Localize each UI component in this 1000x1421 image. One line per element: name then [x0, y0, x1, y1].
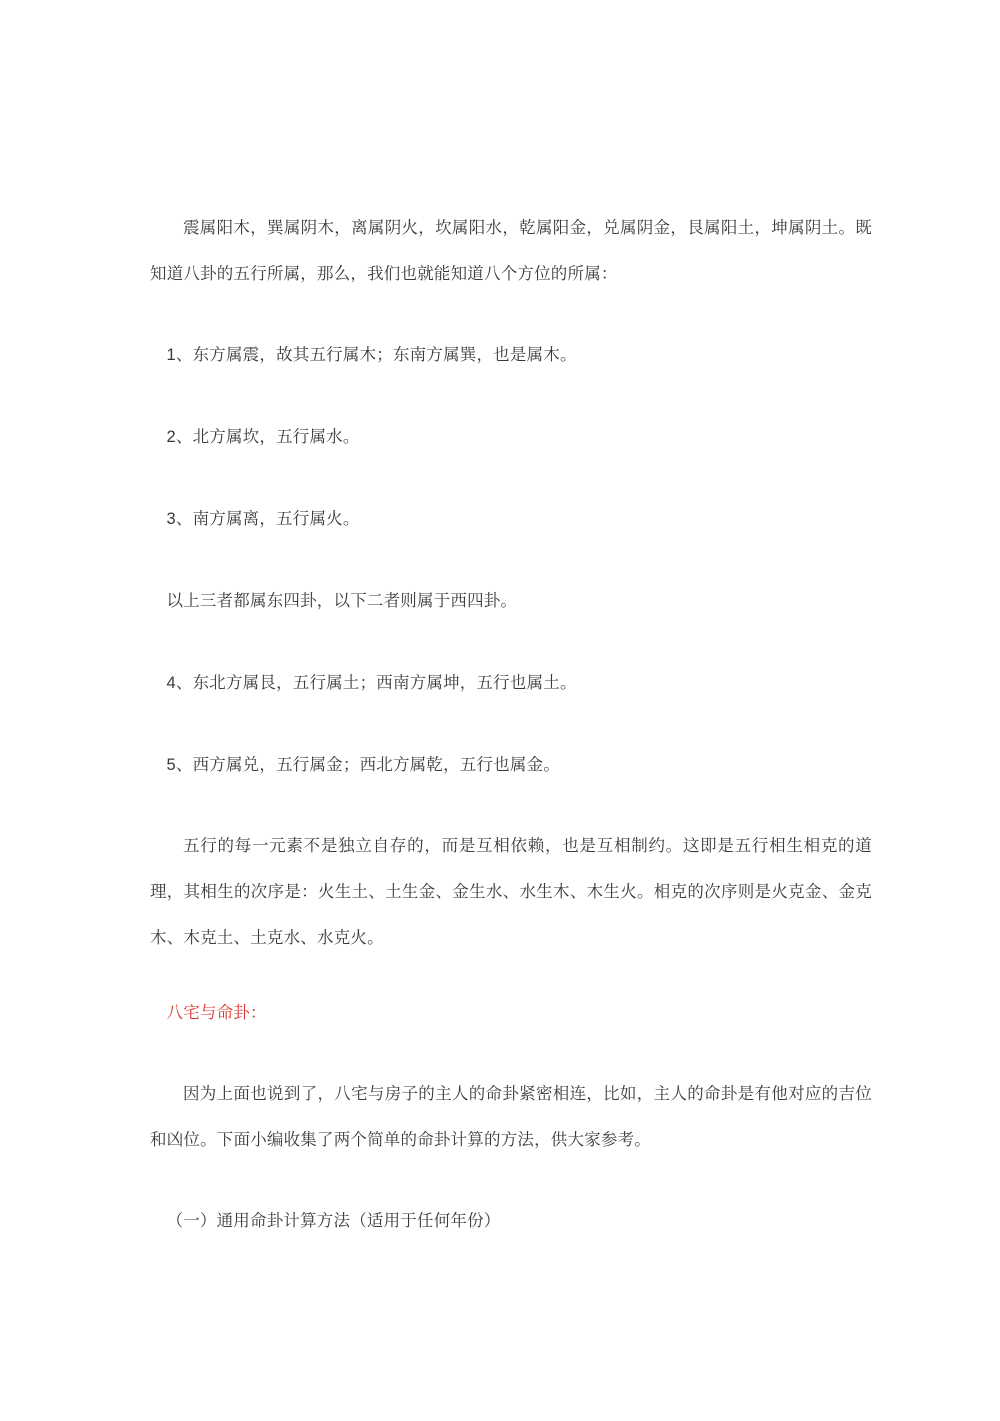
- spacer: [150, 1033, 872, 1071]
- wuxing-paragraph: 五行的每一元素不是独立自存的，而是互相依赖，也是互相制约。这即是五行相生相克的道理，其相生的次序是：火生土、土生金、金生水、水生木、木生火。相克的次序则是火克金、金克木、木克土、土克水、水克火。: [150, 837, 872, 947]
- spacer: [150, 1163, 872, 1201]
- spacer: [150, 375, 872, 417]
- spacer: [150, 539, 872, 581]
- spacer: [150, 961, 872, 993]
- list-item-4: 4、东北方属艮，五行属土；西南方属坤，五行也属土。: [166, 674, 577, 692]
- section-heading-bazhai-mingua: 八宅与命卦：: [166, 1004, 267, 1022]
- list-item-1: 1、东方属震，故其五行属木；东南方属巽，也是属木。: [166, 346, 577, 364]
- list-item-5: 5、西方属兑，五行属金；西北方属乾，五行也属金。: [166, 756, 560, 774]
- section-paragraph: 因为上面也说到了，八宅与房子的主人的命卦紧密相连，比如，主人的命卦是有他对应的吉位和凶位。下面小编收集了两个简单的命卦计算的方法，供大家参考。: [150, 1085, 872, 1149]
- document-content: [150, 205, 872, 1241]
- spacer: [150, 297, 872, 335]
- spacer: [150, 785, 872, 823]
- list-item-2: 2、北方属坎，五行属水。: [166, 428, 360, 446]
- note-line: 以上三者都属东四卦，以下二者则属于西四卦。: [166, 592, 518, 610]
- spacer: [150, 703, 872, 745]
- spacer: [150, 621, 872, 663]
- spacer: [150, 457, 872, 499]
- list-item-3: 3、南方属离，五行属火。: [166, 510, 360, 528]
- method-heading-one: （一）通用命卦计算方法（适用于任何年份）: [166, 1212, 501, 1230]
- intro-paragraph: 震属阳木，巽属阴木，离属阴火，坎属阳水，乾属阳金，兑属阴金，艮属阳土，坤属阴土。既知道八卦的五行所属，那么，我们也就能知道八个方位的所属：: [150, 219, 872, 283]
